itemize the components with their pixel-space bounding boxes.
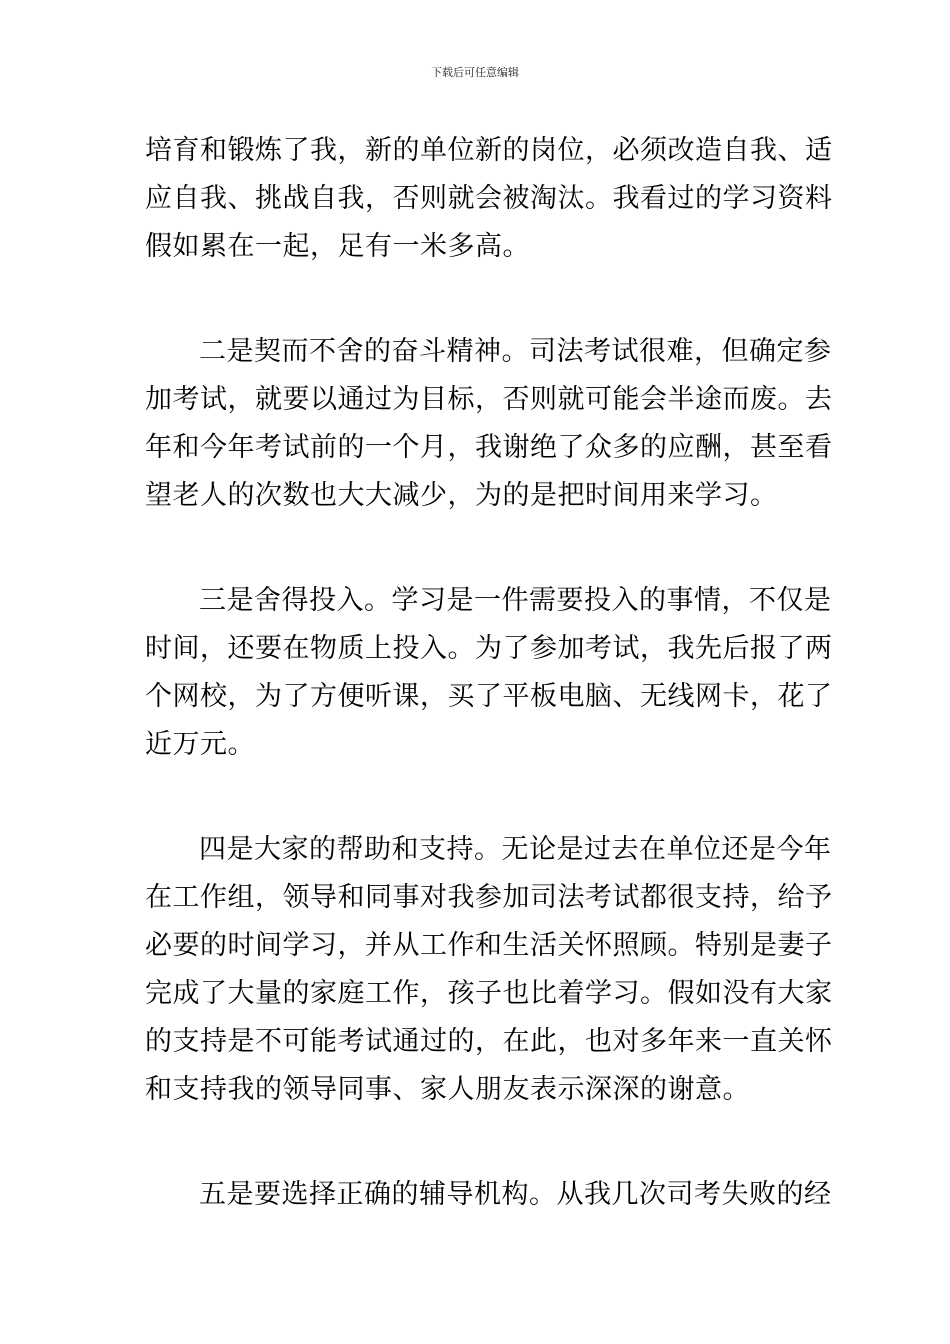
- paragraph-4: [145, 826, 833, 1114]
- paragraph-line: 二是契而不舍的奋斗精神。司法考试很难，但确定参: [199, 336, 832, 367]
- paragraph-gap: [145, 520, 810, 577]
- paragraph-line: 年和今年考试前的一个月，我谢绝了众多的应酬，甚至看: [145, 432, 833, 463]
- paragraph-line: 必要的时间学习，并从工作和生活关怀照顾。特别是妻子: [145, 930, 833, 961]
- document-body: [145, 127, 833, 1219]
- paragraph-line: 五是要选择正确的辅导机构。从我几次司考失败的经: [199, 1179, 832, 1210]
- paragraph-line: 个网校，为了方便听课，买了平板电脑、无线网卡，花了: [145, 681, 833, 712]
- paragraph-line: 的支持是不可能考试通过的，在此，也对多年来一直关怀: [145, 1026, 833, 1057]
- paragraph-line: 时间，还要在物质上投入。为了参加考试，我先后报了两: [145, 633, 833, 664]
- paragraph-line: 和支持我的领导同事、家人朋友表示深深的谢意。: [145, 1074, 750, 1105]
- paragraph-line: 假如累在一起，足有一米多高。: [145, 231, 530, 262]
- paragraph-line: 加考试，就要以通过为目标，否则就可能会半途而废。去: [145, 384, 833, 415]
- page-header: 下载后可任意编辑: [431, 66, 519, 79]
- paragraph-line: 在工作组，领导和同事对我参加司法考试都很支持，给予: [145, 882, 833, 913]
- paragraph-5: [145, 1171, 832, 1219]
- paragraph-line: 应自我、挑战自我，否则就会被淘汰。我看过的学习资料: [145, 183, 833, 214]
- paragraph-gap: [145, 769, 810, 826]
- paragraph-2: [145, 328, 833, 520]
- paragraph-line: 望老人的次数也大大减少，为的是把时间用来学习。: [145, 480, 778, 511]
- paragraph-3: [145, 577, 833, 769]
- paragraph-line: 近万元。: [145, 729, 255, 760]
- paragraph-gap: [145, 1114, 810, 1171]
- paragraph-line: 三是舍得投入。学习是一件需要投入的事情，不仅是: [199, 585, 832, 616]
- paragraph-1: [145, 127, 833, 271]
- paragraph-line: 四是大家的帮助和支持。无论是过去在单位还是今年: [199, 834, 832, 865]
- paragraph-line: 培育和锻炼了我，新的单位新的岗位，必须改造自我、适: [145, 135, 833, 166]
- paragraph-gap: [145, 271, 810, 328]
- paragraph-line: 完成了大量的家庭工作，孩子也比着学习。假如没有大家: [145, 978, 833, 1009]
